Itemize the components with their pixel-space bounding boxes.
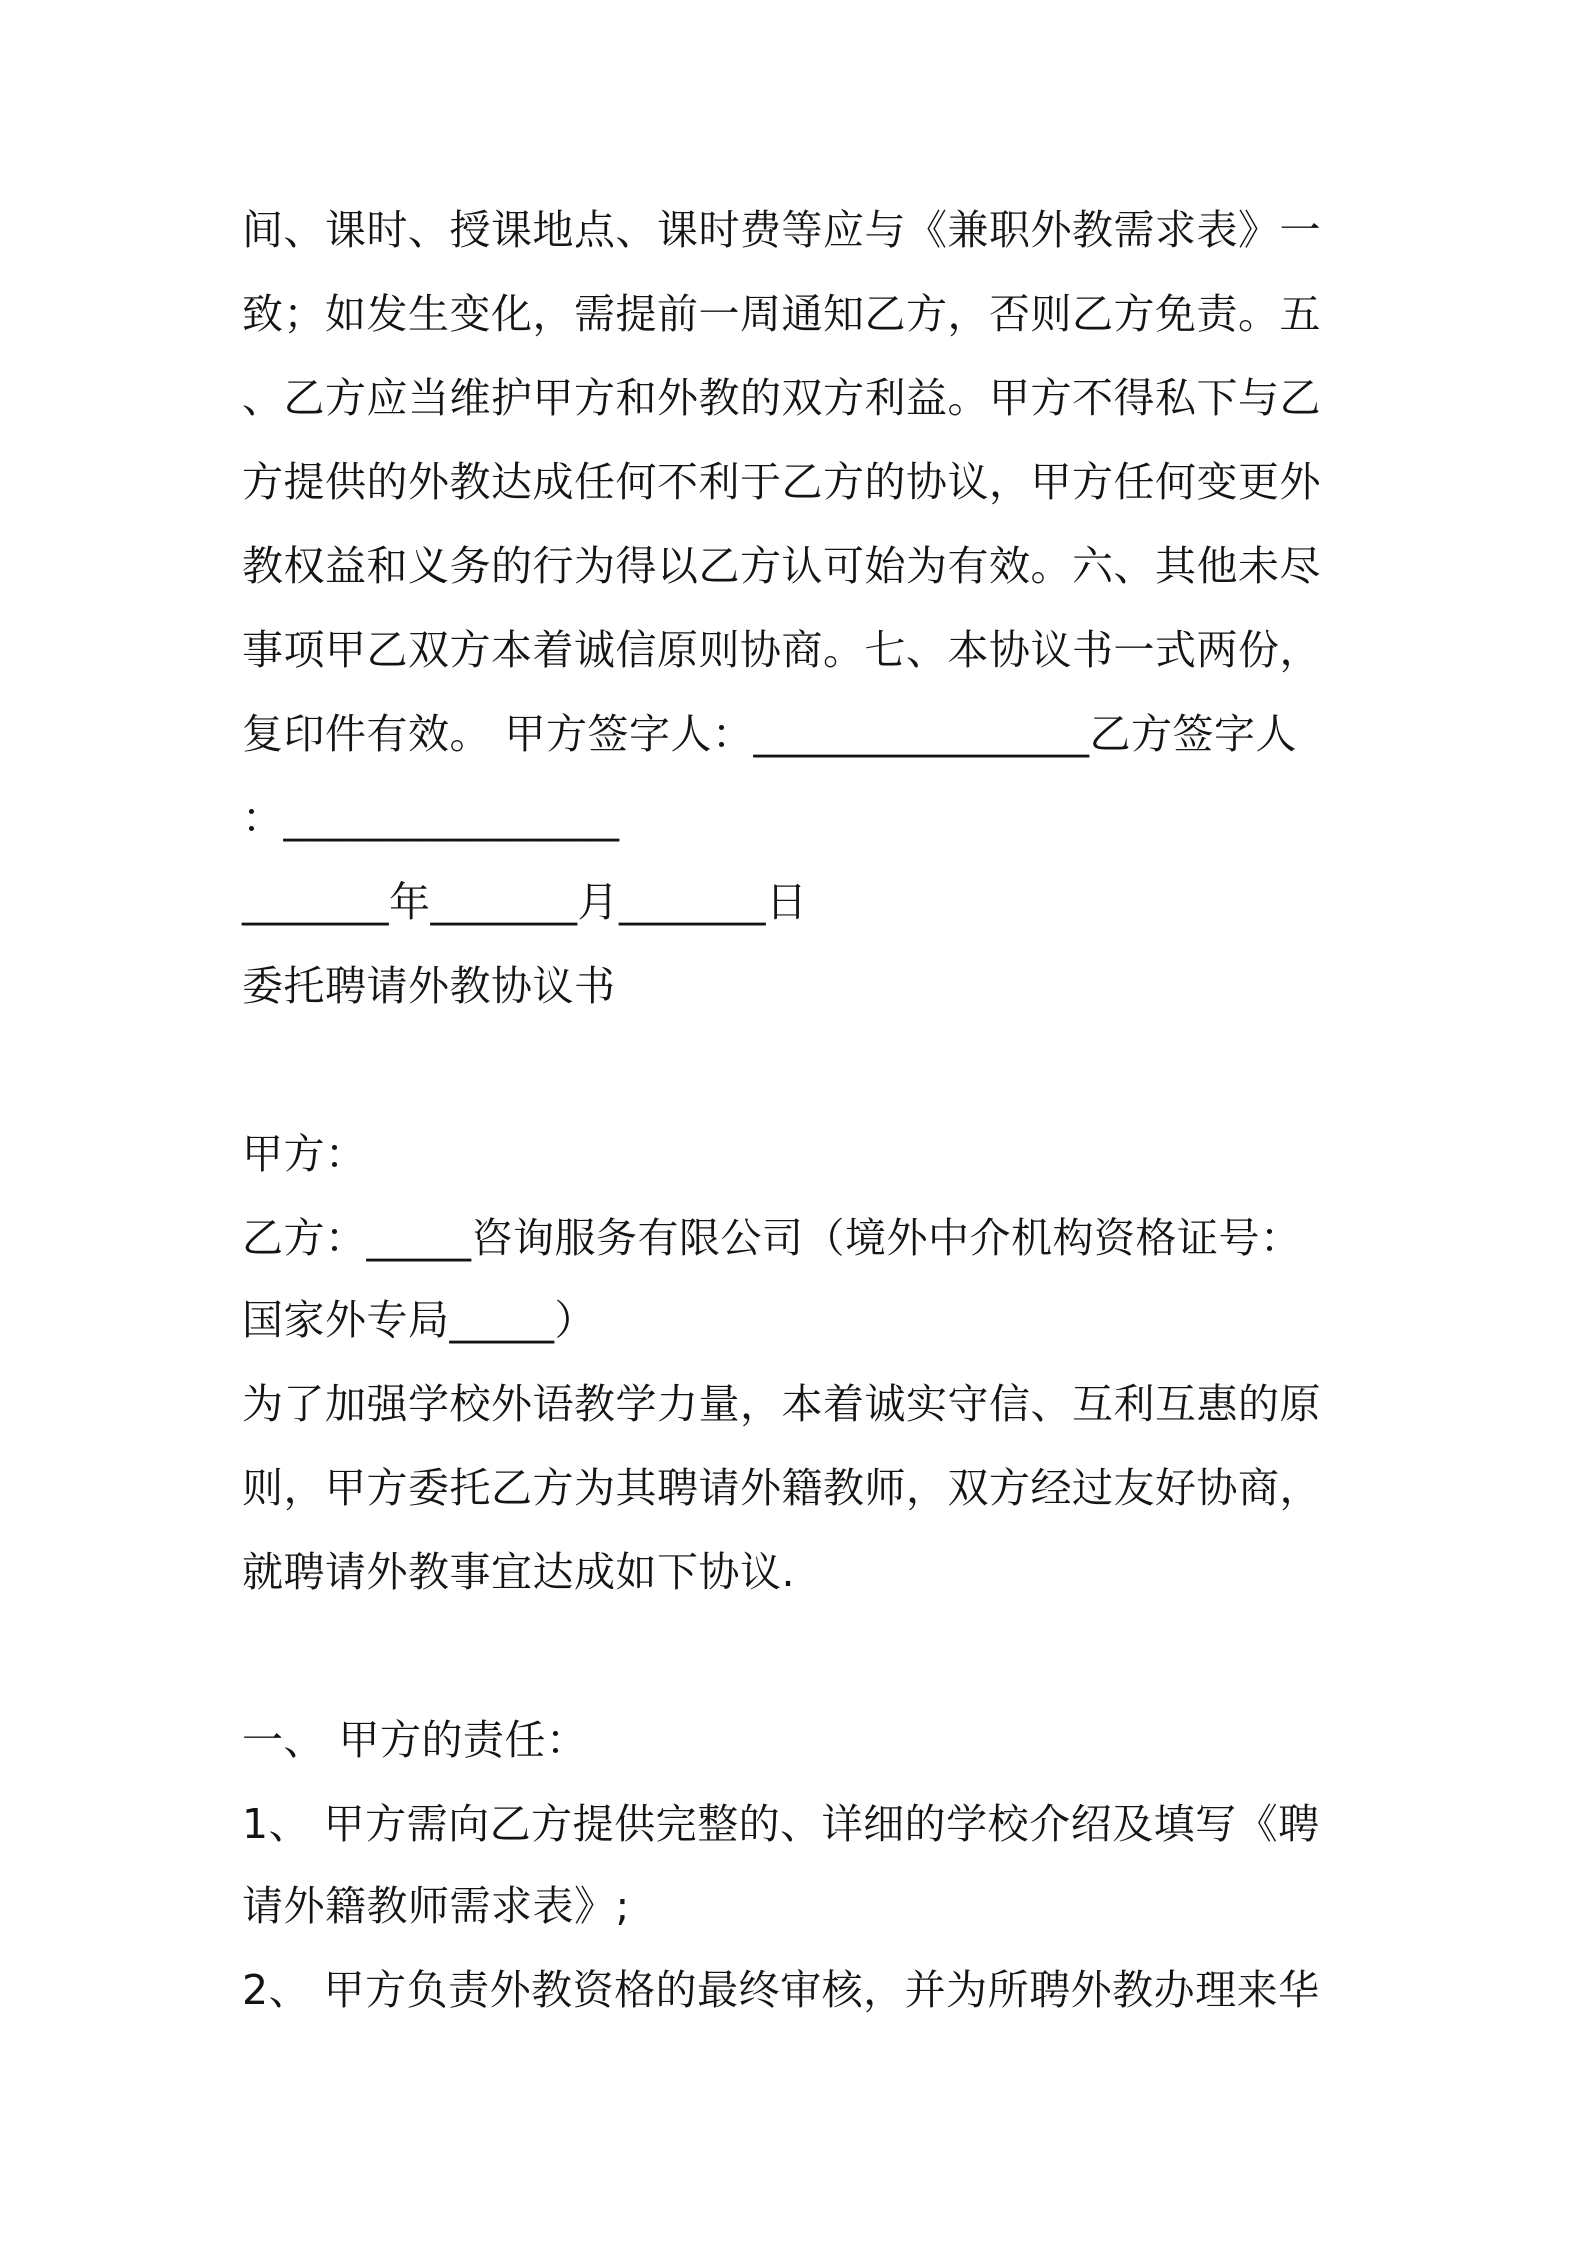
preamble-line-1: 为了加强学校外语教学力量，本着诚实守信、互利互惠的原: [242, 1380, 1321, 1428]
party-a-line: 甲方：: [242, 1130, 367, 1178]
text-line-3: 、乙方应当维护甲方和外教的双方利益。甲方不得私下与乙: [242, 374, 1321, 422]
signature-line: 复印件有效。 甲方签字人：________________乙方签字人: [242, 710, 1298, 758]
agreement-title: 委托聘请外教协议书: [242, 962, 616, 1010]
clause-1-line-1: 1、 甲方需向乙方提供完整的、详细的学校介绍及填写《聘: [242, 1800, 1320, 1848]
text-line-6: 事项甲乙双方本着诚信原则协商。七、本协议书一式两份，: [242, 626, 1321, 674]
preamble-line-3: 就聘请外教事宜达成如下协议.: [242, 1548, 796, 1596]
text-line-4: 方提供的外教达成任何不利于乙方的协议，甲方任何变更外: [242, 458, 1321, 506]
clause-2-line-1: 2、 甲方负责外教资格的最终审核，并为所聘外教办理来华: [242, 1966, 1320, 2014]
text-line-5: 教权益和义务的行为得以乙方认可始为有效。六、其他未尽: [242, 542, 1321, 590]
date-line: _______年_______月_______日: [242, 878, 808, 926]
preamble-line-2: 则，甲方委托乙方为其聘请外籍教师，双方经过友好协商，: [242, 1464, 1321, 1512]
text-line-1: 间、课时、授课地点、课时费等应与《兼职外教需求表》一: [242, 206, 1321, 254]
section-heading: 一、 甲方的责任：: [242, 1716, 588, 1764]
clause-1-line-2: 请外籍教师需求表》;: [242, 1882, 630, 1930]
party-b-line-continued: 国家外专局_____）: [242, 1296, 596, 1344]
text-line-2: 致；如发生变化，需提前一周通知乙方，否则乙方免责。五: [242, 290, 1321, 338]
party-b-line: 乙方：_____咨询服务有限公司（境外中介机构资格证号：: [242, 1214, 1302, 1262]
signature-line-continued: ：________________: [242, 794, 620, 842]
